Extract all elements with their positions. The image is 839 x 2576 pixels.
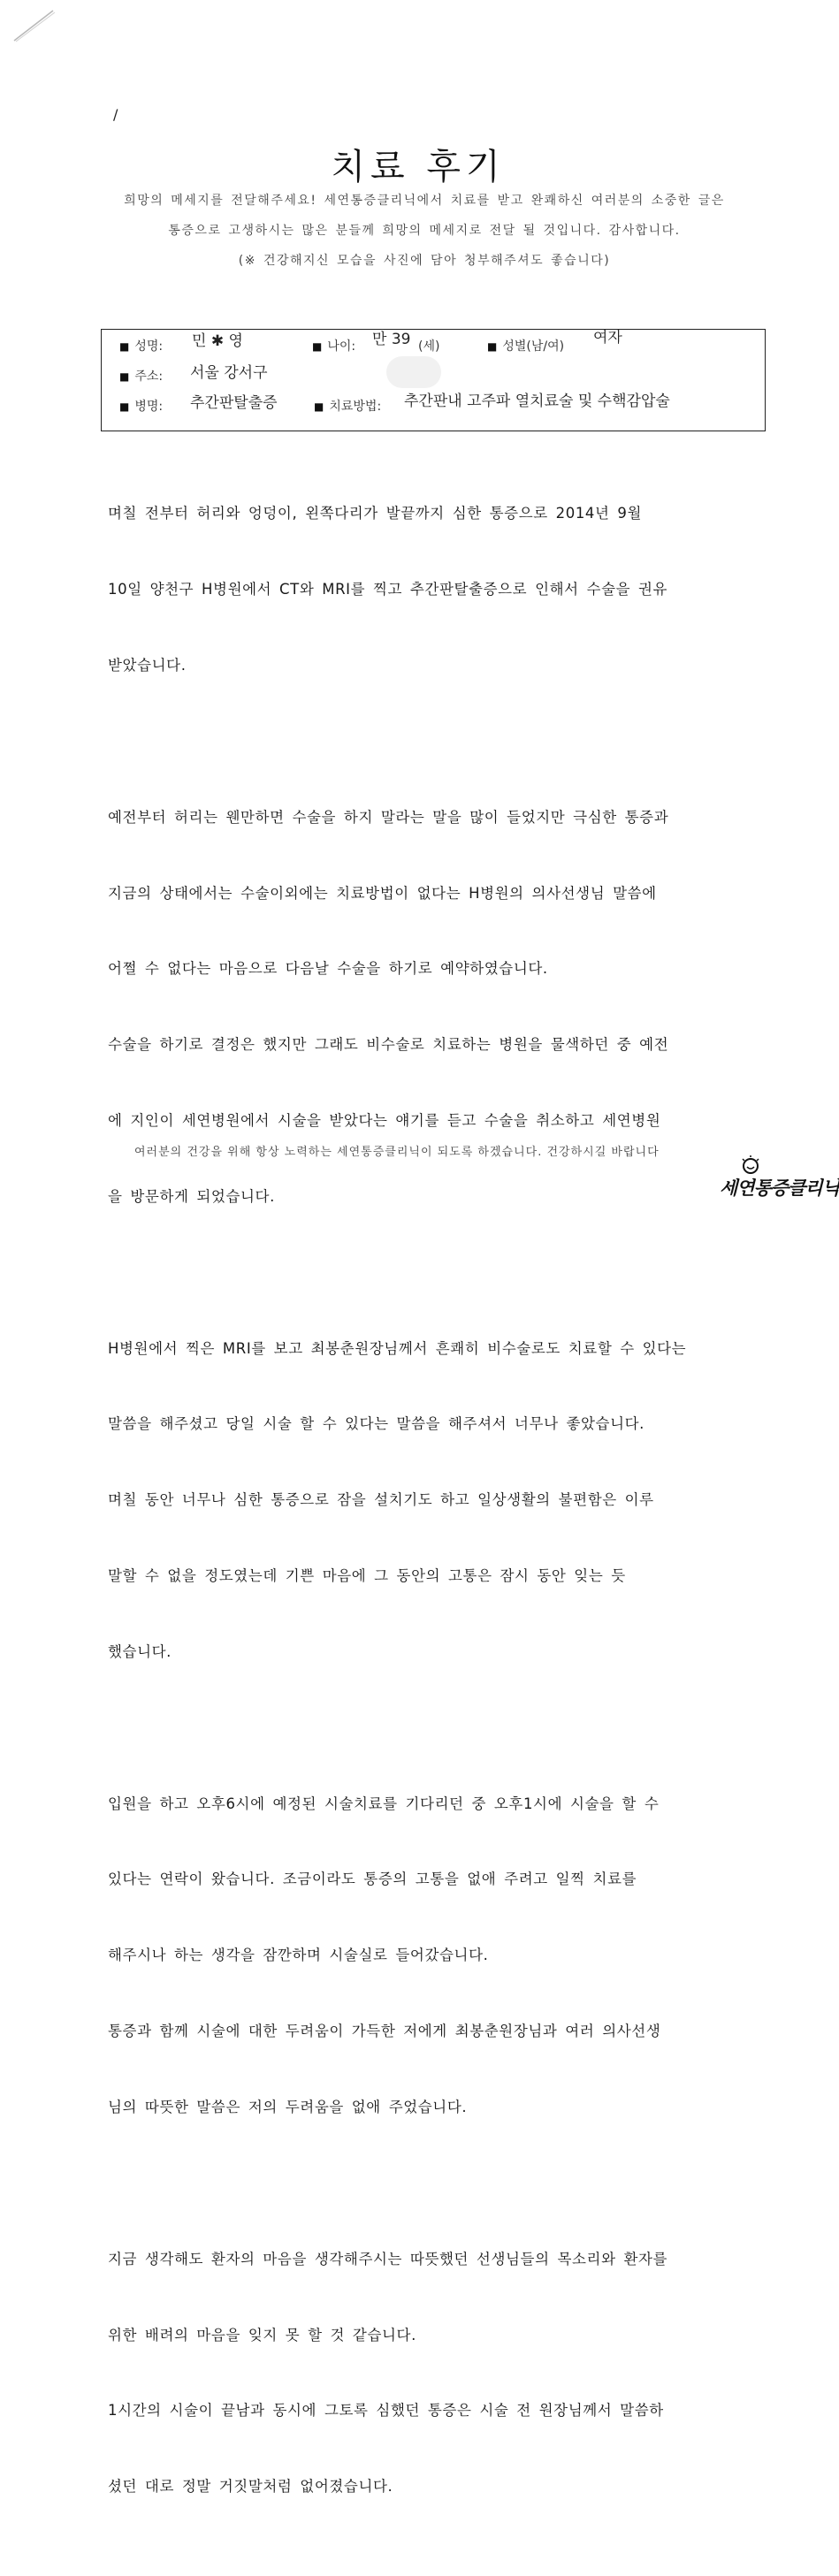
text-line: 예전부터 허리는 웬만하면 수술을 하지 말라는 말을 많이 들었지만 극심한 통증과 (108, 808, 669, 826)
text-line: 어쩔 수 없다는 마음으로 다음날 수술을 하기로 예약하였습니다. (108, 960, 548, 978)
text-line: 지금 생각해도 환자의 마음을 생각해주시는 따뜻했던 선생님들의 목소리와 환자를 (108, 2250, 668, 2267)
name-value: 민 ✱ 영 (192, 332, 243, 350)
text-line: 통증과 함께 시술에 대한 두려움이 가득한 저에게 최봉춘원장님과 여러 의사선생 (108, 2023, 661, 2040)
scan-mark-decoration (12, 7, 57, 42)
age-unit: (세) (418, 339, 440, 354)
gender-field-label: ■ 성별(남/여) (487, 339, 565, 354)
text-line: 을 방문하게 되었습니다. (108, 1187, 275, 1205)
text-line: 말씀을 해주셨고 당일 시술 할 수 있다는 말씀을 해주셔서 너무나 좋았습니다. (108, 1415, 645, 1433)
bullet-icon: ■ (119, 370, 130, 383)
bullet-icon: ■ (119, 400, 130, 413)
text-line: 10일 양천구 H병원에서 CT와 MRI를 찍고 추간판탈출증으로 인해서 수술을 권유 (108, 580, 668, 598)
treatment-field-label: ■ 치료방법: (314, 400, 382, 414)
intro-line-3: (※ 건강해지신 모습을 사진에 담아 청부해주셔도 좋습니다) (238, 254, 611, 268)
logo-text: 세연통증클리닉 (720, 1177, 839, 1199)
treatment-value: 추간판내 고주파 열치료술 및 수핵감압술 (404, 392, 670, 410)
bullet-icon: ■ (487, 340, 498, 353)
gender-value: 여자 (593, 329, 622, 347)
paragraph (108, 1741, 744, 2171)
text-line: 위한 배려의 마음을 잊지 못 할 것 같습니다. (108, 2326, 416, 2344)
text-line: 입원을 하고 오후6시에 예정된 시술치료를 기다리던 중 오후1시에 시술을 할 수 (108, 1795, 660, 1812)
bullet-icon: ■ (312, 340, 323, 353)
text-line: 받았습니다. (108, 656, 187, 674)
redaction-blur (386, 356, 441, 388)
text-line: 말할 수 없을 정도였는데 기쁜 마음에 그 동안의 고통은 잠시 동안 잊는 듯 (108, 1566, 626, 1584)
address-field-label: ■ 주소: (119, 370, 164, 384)
text-line: 며칠 전부터 허리와 엉덩이, 왼쪽다리가 발끝까지 심한 통증으로 2014년 9월 (108, 505, 643, 522)
text-line: 해주시나 하는 생각을 잠깐하며 시술실로 들어갔습니다. (108, 1947, 489, 1964)
age-field-label: ■ 나이: (312, 339, 356, 354)
text-line: 했습니다. (108, 1642, 172, 1660)
intro-line-1: 희망의 메세지를 전달해주세요! 세연통증클리닉에서 치료를 받고 완쾌하신 여러분의 소중한 글은 (124, 194, 725, 208)
age-value: 만 39 (372, 331, 411, 348)
review-body (108, 451, 744, 2576)
text-line: 있다는 연락이 왔습니다. 조금이라도 통증의 고통을 없애 주려고 일찍 치료를 (108, 1871, 637, 1888)
name-field-label: ■ 성명: (119, 339, 164, 354)
intro-line-2: 통증으로 고생하시는 많은 분들께 희망의 메세지로 전달 될 것입니다. 감사합니다. (168, 224, 681, 238)
bullet-icon: ■ (119, 340, 130, 353)
text-line: 셨던 대로 정말 거짓말처럼 없어졌습니다. (108, 2478, 393, 2496)
bullet-icon: ■ (314, 400, 324, 413)
address-value: 서울 강서구 (190, 364, 268, 382)
text-line: 님의 따뜻한 말씀은 저의 두려움을 없애 주었습니다. (108, 2098, 468, 2115)
text-line: H병원에서 찍은 MRI를 보고 최봉춘원장님께서 흔쾌히 비수술로도 치료할 수 있다는 (108, 1339, 687, 1357)
paragraph (108, 755, 744, 1261)
text-line: 수술을 하기로 결정은 했지만 그래도 비수술로 치료하는 병원을 물색하던 중 예전 (108, 1036, 669, 1054)
disease-value: 추간판탈출증 (190, 394, 278, 412)
clinic-logo (720, 1155, 839, 1206)
disease-field-label: ■ 병명: (119, 400, 164, 414)
text-line: 지금의 상태에서는 수술이외에는 치료방법이 없다는 H병원의 의사선생님 말씀에 (108, 884, 657, 902)
text-line: 며칠 동안 너무나 심한 통증으로 잠을 설치기도 하고 일상생활의 불편함은 이루 (108, 1491, 654, 1509)
paragraph (108, 451, 744, 729)
page-title: 치료 후기 (331, 146, 506, 187)
text-line: 에 지인이 세연병원에서 시술을 받았다는 얘기를 듣고 수술을 취소하고 세연병원 (108, 1111, 661, 1129)
patient-info-box (101, 329, 766, 431)
footer-message: 여러분의 건강을 위해 항상 노력하는 세연통증클리닉이 되도록 하겠습니다. 건강하시길 바랍니다 (134, 1146, 660, 1159)
paragraph (108, 2197, 744, 2550)
pen-mark: / (113, 106, 118, 123)
text-line: 1시간의 시술이 끝남과 동시에 그토록 심했던 통증은 시술 전 원장님께서 말씀하 (108, 2402, 664, 2420)
paragraph (108, 1285, 744, 1715)
